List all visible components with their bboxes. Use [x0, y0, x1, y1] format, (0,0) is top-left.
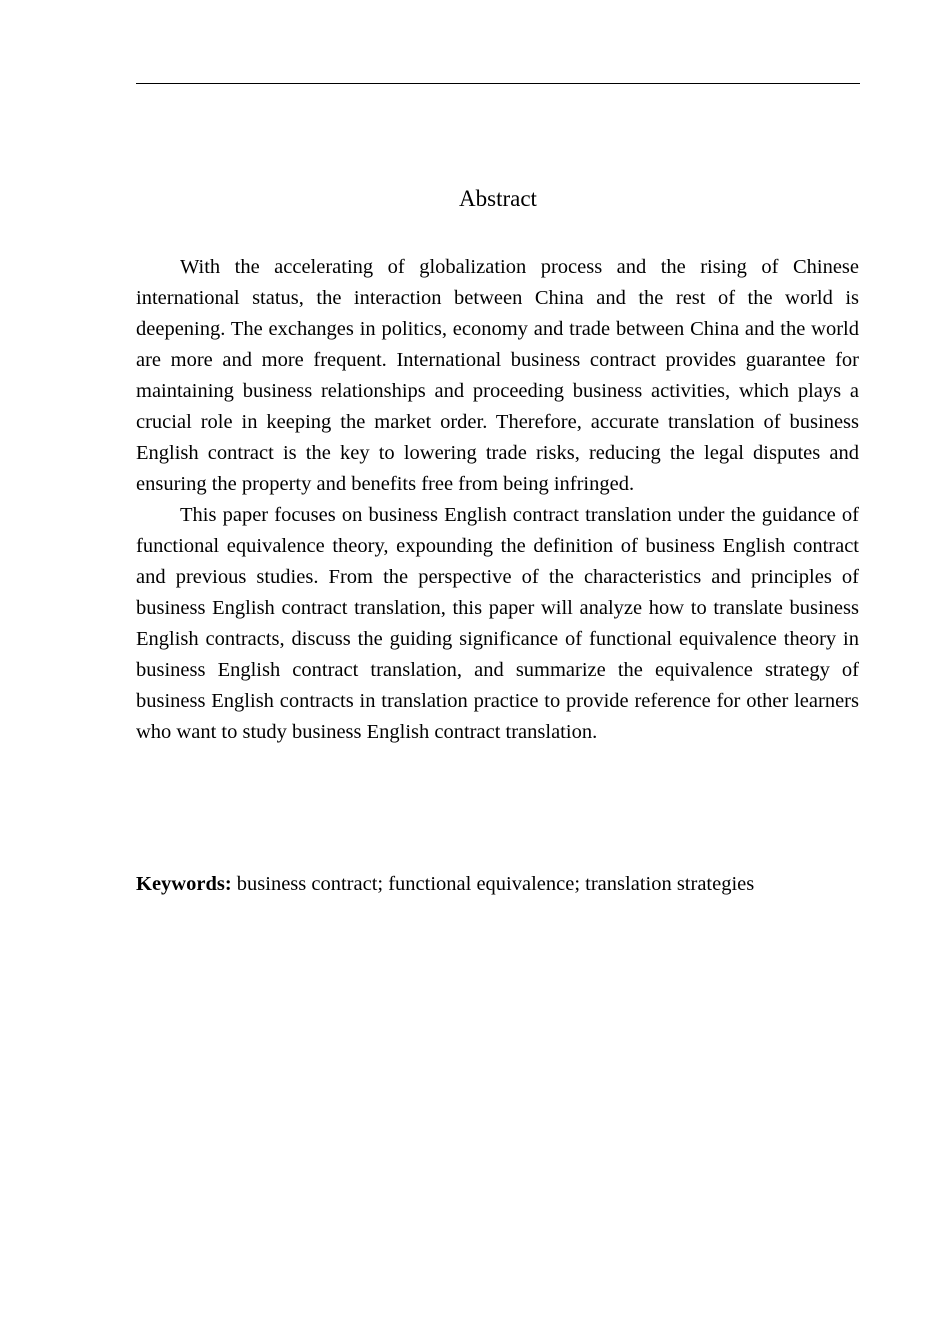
abstract-body — [136, 252, 859, 748]
abstract-paragraph: This paper focuses on business English contract translation under the guidance of functional equivalence theory, expounding the definition of business English contract and previous studies. From the perspective of the characteristics and principles of business English contract translation, this paper will analyze how to translate business English contracts, discuss the guiding significance of functional equivalence theory in business English contract translation, and summarize the equivalence strategy of business English contracts in translation practice to provide reference for other learners who want to study business English contract translation. — [136, 504, 859, 743]
keywords-line — [136, 869, 860, 900]
abstract-paragraph: With the accelerating of globalization process and the rising of Chinese international status, the interaction between China and the rest of the world is deepening. The exchanges in politics, economy and trade between China and the world are more and more frequent. International business contract provides guarantee for maintaining business relationships and proceeding business activities, which plays a crucial role in keeping the market order. Therefore, accurate translation of business English contract is the key to lowering trade risks, reducing the legal disputes and ensuring the property and benefits free from being infringed. — [136, 256, 859, 495]
header-rule — [136, 83, 860, 84]
keywords-label: Keywords: — [136, 873, 232, 895]
abstract-title: Abstract — [459, 186, 537, 211]
keywords-value: business contract; functional equivalence; translation strategies — [236, 873, 755, 895]
